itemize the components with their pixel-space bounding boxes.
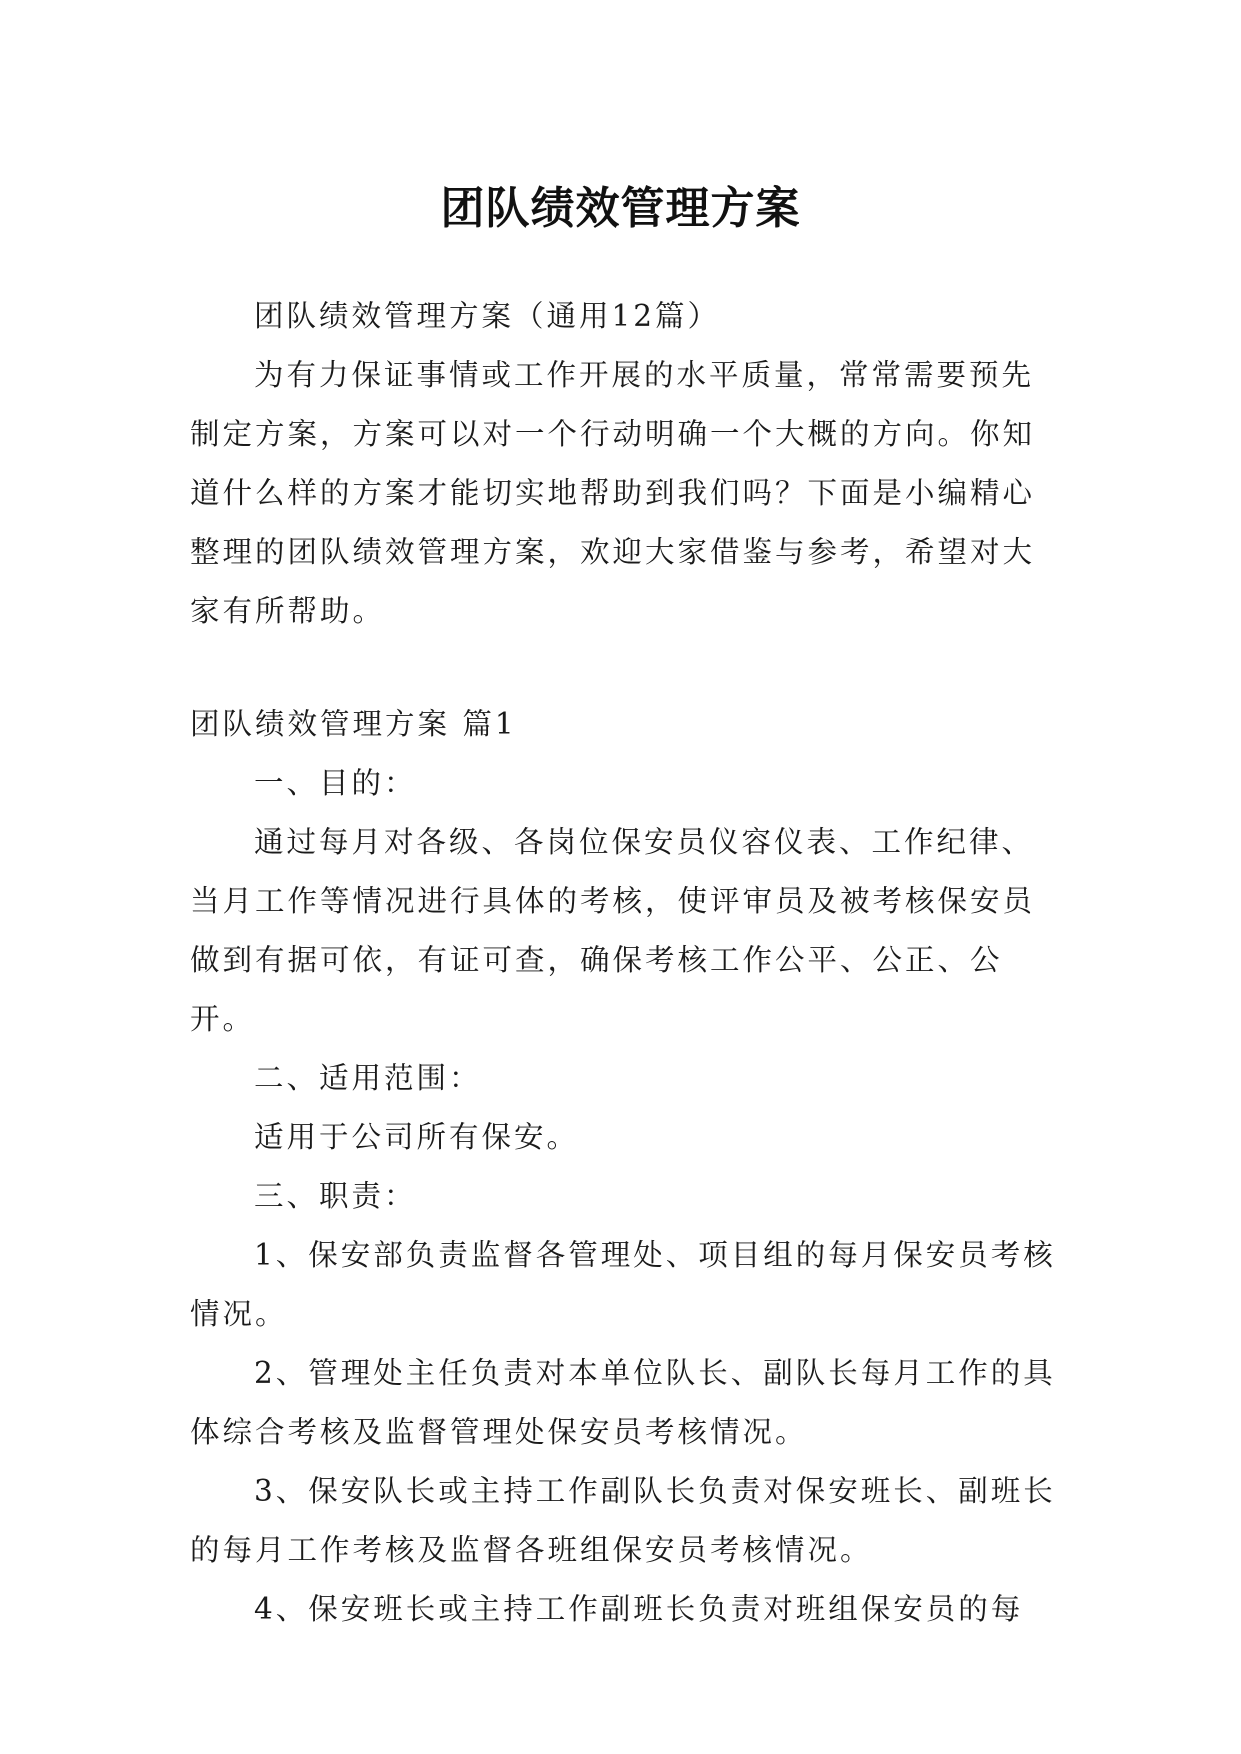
paragraph-purpose-heading: 一、目的： — [254, 766, 417, 800]
paragraph-duties-heading: 三、职责： — [254, 1179, 417, 1213]
section-block — [190, 695, 1060, 1639]
paragraph-duty-3: 3、保安队长或主持工作副队长负责对保安班长、副班长的每月工作考核及监督各班组保安员考核情况。 — [190, 1474, 1056, 1567]
document-title: 团队绩效管理方案 — [440, 183, 801, 235]
intro-block — [190, 287, 1060, 641]
paragraph-scope-heading: 二、适用范围： — [254, 1061, 482, 1095]
paragraph-duty-1: 1、保安部负责监督各管理处、项目组的每月保安员考核情况。 — [190, 1238, 1056, 1331]
paragraph-duty-4: 4、保安班长或主持工作副班长负责对班组保安员的每 — [254, 1592, 1024, 1626]
intro-paragraph: 为有力保证事情或工作开展的水平质量，常常需要预先制定方案，方案可以对一个行动明确一个大概的方向。你知道什么样的方案才能切实地帮助到我们吗？下面是小编精心整理的团队绩效管理方案，欢迎大家借鉴与参考，希望对大家有所帮助。 — [190, 358, 1036, 628]
paragraph-purpose-text: 通过每月对各级、各岗位保安员仪容仪表、工作纪律、当月工作等情况进行具体的考核，使评审员及被考核保安员做到有据可依，有证可查，确保考核工作公平、公正、公开。 — [190, 825, 1036, 1036]
section-heading: 团队绩效管理方案 篇1 — [190, 707, 517, 741]
document-subtitle: 团队绩效管理方案（通用12篇） — [254, 299, 721, 333]
paragraph-duty-2: 2、管理处主任负责对本单位队长、副队长每月工作的具体综合考核及监督管理处保安员考核情况。 — [190, 1356, 1056, 1449]
paragraph-scope-text: 适用于公司所有保安。 — [254, 1120, 580, 1154]
